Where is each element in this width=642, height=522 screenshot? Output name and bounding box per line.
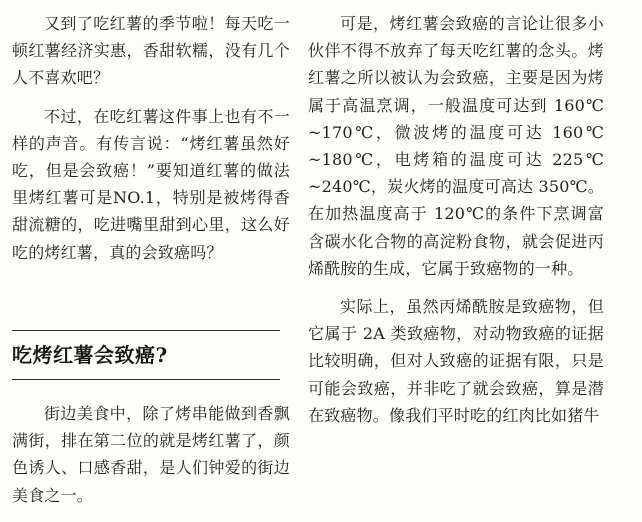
rumor-paragraph: 不过，在吃红薯这件事上也有不一样的声音。有传言说：“烤红薯虽然好吃，但是会致癌！”要知道红薯的做法里烤红薯可是NO.1，特别是被烤得香甜流糖的，吃进嘴里甜到心里，这么好吃的烤红薯，真的会致癌吗？	[12, 106, 290, 262]
acrylamide-paragraph: 实际上，虽然丙烯酰胺是致癌物，但它属于 2A 类致癌物，对动物致癌的证据比较明确，但对人致癌的证据有限，只是可能会致癌，并非吃了就会致癌，算是潜在致癌物。像我们平时吃的红肉比如猪牛	[308, 297, 604, 425]
section-heading: 吃烤红薯会致癌?	[12, 343, 168, 367]
right-column	[308, 10, 604, 429]
section-heading-block	[12, 330, 280, 380]
left-column	[12, 10, 290, 266]
cancer-claim-paragraph: 可是，烤红薯会致癌的言论让很多小伙伴不得不放弃了每天吃红薯的念头。烤红薯之所以被认为会致癌，主要是因为烤属于高温烹调，一般温度可达到 160℃ ~170℃，微波烤的温度可达 160℃ ~180℃，电烤箱的温度可达 225℃ ~240℃，炭火烤的温度可高达 350℃。在加热温度高于 120℃的条件下烹调富含碳水化合物的高淀粉食物，就会促进丙烯酰胺的生成，它属于致癌物的一种。	[308, 14, 604, 278]
heading-bottom-rule	[12, 379, 280, 380]
street-food-paragraph: 街边美食中，除了烤串能做到香飘满街，排在第二位的就是烤红薯了，颜色诱人、口感香甜，是人们钟爱的街边美食之一。	[12, 404, 290, 505]
heading-top-rule	[12, 330, 280, 331]
intro-paragraph: 又到了吃红薯的季节啦！每天吃一顿红薯经济实惠，香甜软糯，没有几个人不喜欢吧？	[12, 14, 290, 88]
section-body	[12, 400, 290, 509]
